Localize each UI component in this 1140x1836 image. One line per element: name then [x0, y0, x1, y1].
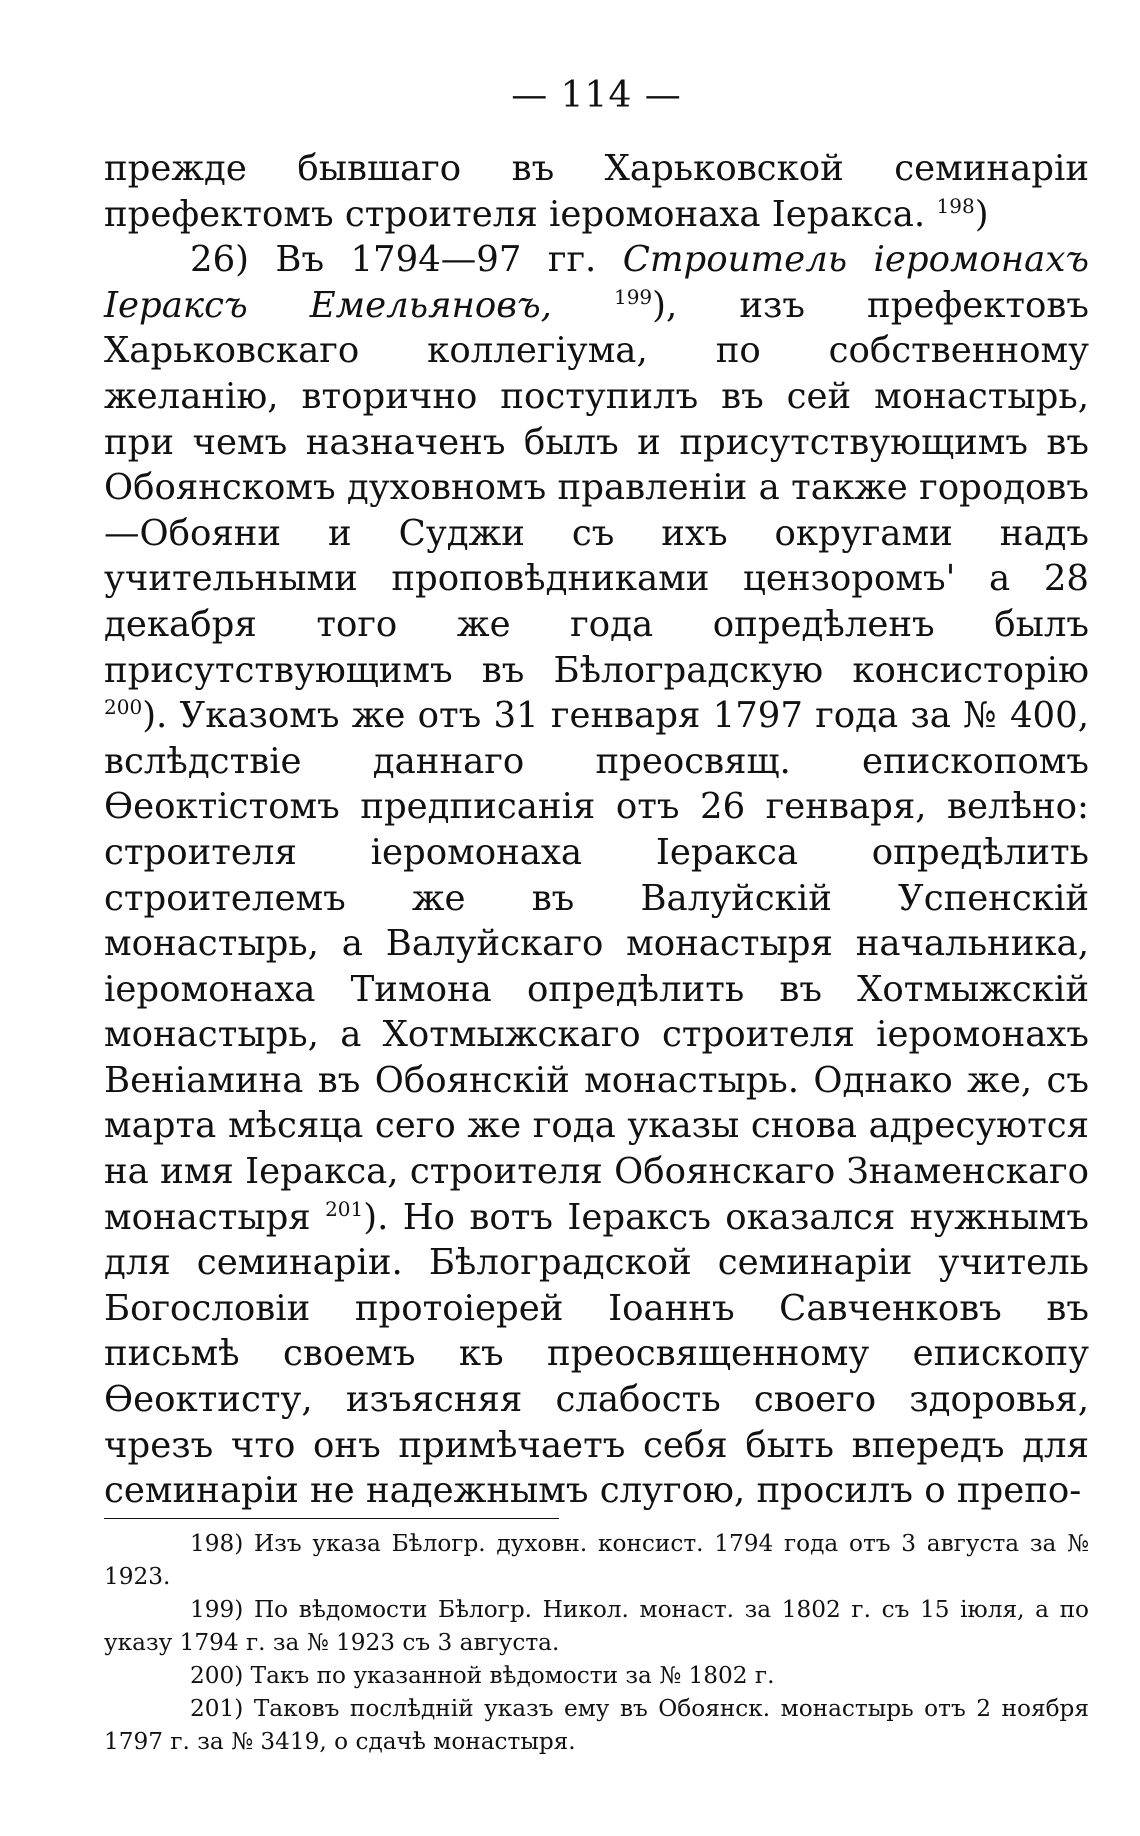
- footnote-199: 199) По вѣдомости Бѣлогр. Никол. монаст. за 1802 г. съ 15 іюля, а по указу 1794 г. за № 1923 съ 3 августа.: [104, 1595, 1089, 1656]
- paragraph-continuation: [104, 146, 1089, 237]
- paragraph-text: ), изъ префектовъ Харьковскаго коллегіума, по собственному желанію, вторично поступилъ въ сей монастырь, при чемъ назначенъ былъ и присутствующимъ въ Обоянскомъ духовномъ правленіи а также городовъ—Обояни и Суджи съ ихъ округами надъ учительными проповѣдниками цензоромъ' а 28 декабря того же года опредѣленъ былъ присутствующимъ въ Бѣлоградскую консисторію: [104, 284, 1089, 691]
- paragraph-text: прежде бывшаго въ Харьковской семинаріи префектомъ строителя іеромонаха Іеракса.: [104, 148, 1089, 235]
- footnote-200: 200) Такъ по указанной вѣдомости за № 1802 г.: [190, 1661, 775, 1689]
- footnote-ref-200: 200: [104, 695, 143, 720]
- paragraph-26: [104, 237, 1089, 1514]
- paragraph-text: 26) Въ 1794—97 гг.: [190, 239, 597, 281]
- paragraph-text: ). Но вотъ Іераксъ оказался нужнымъ для семинаріи. Бѣлоградской семинаріи учитель Богословіи протоіерей Іоаннъ Савченковъ въ письмѣ своемъ къ преосвященному епископу Ѳеоктисту, изъясняя слабость своего здоровья, чрезъ что онъ примѣчаетъ себя быть впередъ для семинаріи не надежнымъ слугою, просилъ о препо-: [104, 1196, 1089, 1512]
- page-number: — 114 —: [511, 75, 682, 116]
- footnote-198: 198) Изъ указа Бѣлогр. духовн. консист. 1794 года отъ 3 августа за № 1923.: [104, 1529, 1089, 1590]
- footnote-ref-199: 199: [613, 284, 653, 309]
- paragraph-text: ). Указомъ же отъ 31 генваря 1797 года за № 400, вслѣдствіе даннаго преосвящ. епископомъ Ѳеоктістомъ предписанія отъ 26 генваря, велѣно: строителя іеромонаха Іеракса опредѣлить строителемъ же въ Валуйскій Успенскій монастырь, а Валуйскаго монастыря начальника, іеромонаха Тимона опредѣлить въ Хотмыжскій монастырь, а Хотмыжскаго строителя іеромонахъ Веніамина въ Обоянскій монастырь. Однако же, съ марта мѣсяца сего же года указы снова адресуются на имя Іеракса, строителя Обоянскаго Знаменскаго монастыря: [104, 695, 1089, 1238]
- book-page: [104, 66, 1089, 1758]
- italic-name: Строитель іеромонахъ Іераксъ Емельяновъ,: [104, 239, 1089, 326]
- footnote-divider: [104, 1518, 559, 1519]
- main-text: [104, 146, 1089, 1514]
- paragraph-text: ): [974, 193, 989, 235]
- footnote-201: 201) Таковъ послѣдній указъ ему въ Обоянск. монастырь отъ 2 ноября 1797 г. за № 3419, о сдачѣ монастыря.: [104, 1694, 1089, 1755]
- footnote-ref-198: 198: [936, 193, 975, 218]
- footnote-ref-201: 201: [325, 1196, 364, 1221]
- footnotes: [104, 1527, 1089, 1758]
